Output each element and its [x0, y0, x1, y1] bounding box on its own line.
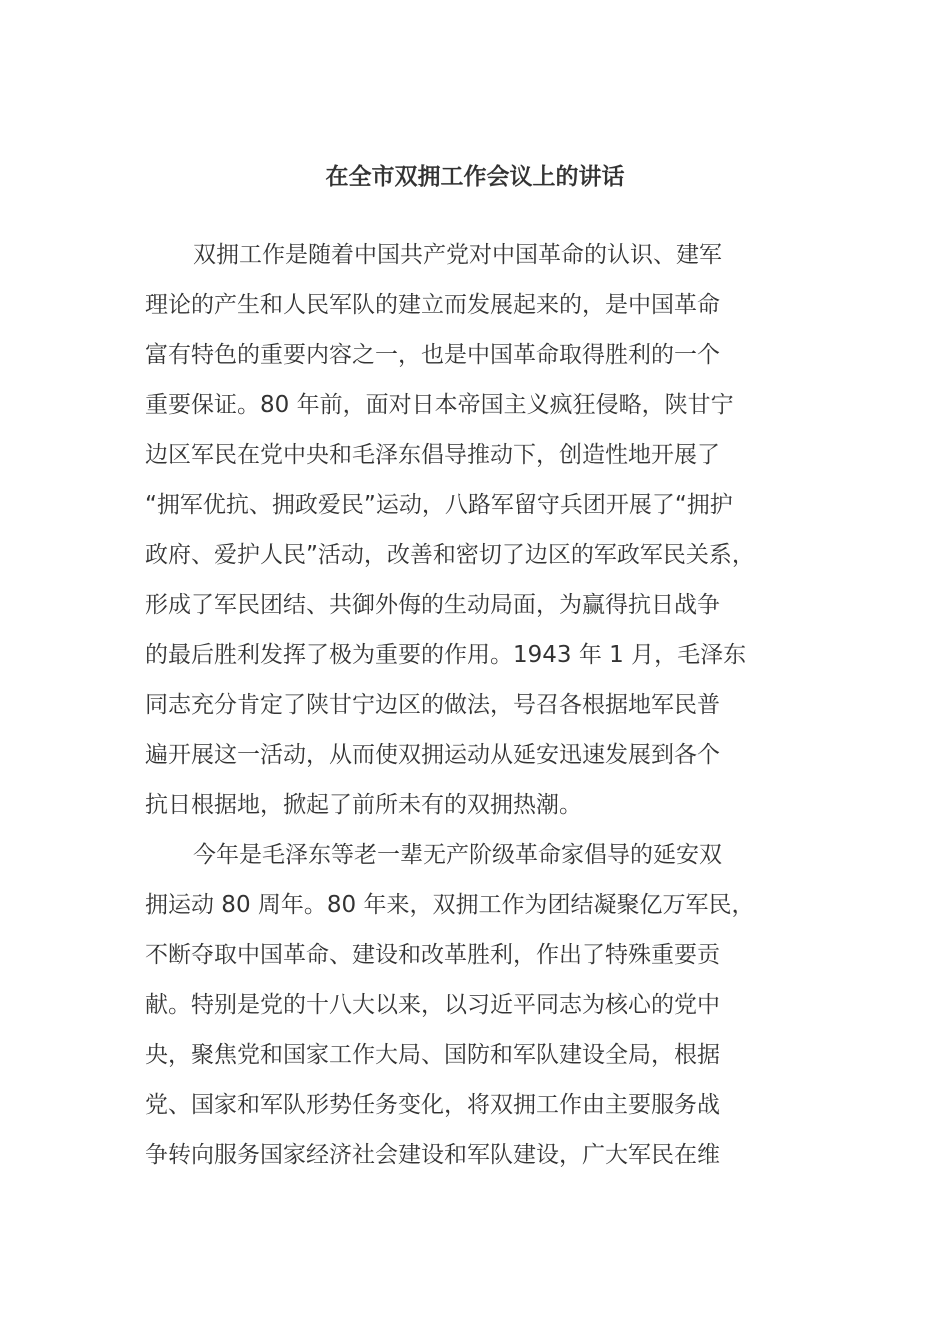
document-title: 在全市双拥工作会议上的讲话 [325, 164, 625, 190]
text-line: 的最后胜利发挥了极为重要的作用。1943 年 1 月，毛泽东 [145, 642, 747, 668]
text-line: “拥军优抗、拥政爱民”运动，八路军留守兵团开展了“拥护 [145, 492, 733, 518]
paragraph-1 [145, 230, 810, 830]
text-line: 政府、爱护人民”活动，改善和密切了边区的军政军民关系， [145, 542, 755, 568]
text-line: 理论的产生和人民军队的建立而发展起来的，是中国革命 [145, 292, 720, 318]
text-line: 党、国家和军队形势任务变化，将双拥工作由主要服务战 [145, 1092, 720, 1118]
text-line: 抗日根据地，掀起了前所未有的双拥热潮。 [145, 792, 582, 818]
text-line: 形成了军民团结、共御外侮的生动局面，为赢得抗日战争 [145, 592, 720, 618]
text-line: 同志充分肯定了陕甘宁边区的做法，号召各根据地军民普 [145, 692, 720, 718]
text-line: 不断夺取中国革命、建设和改革胜利，作出了特殊重要贡 [145, 942, 720, 968]
text-line: 央，聚焦党和国家工作大局、国防和军队建设全局，根据 [145, 1042, 720, 1068]
text-line: 富有特色的重要内容之一，也是中国革命取得胜利的一个 [145, 342, 720, 368]
text-line: 遍开展这一活动，从而使双拥运动从延安迅速发展到各个 [145, 742, 720, 768]
text-line: 今年是毛泽东等老一辈无产阶级革命家倡导的延安双 [193, 842, 722, 868]
text-line: 重要保证。80 年前，面对日本帝国主义疯狂侵略，陕甘宁 [145, 392, 734, 418]
text-line: 拥运动 80 周年。80 年来，双拥工作为团结凝聚亿万军民， [145, 892, 755, 918]
text-line: 献。特别是党的十八大以来，以习近平同志为核心的党中 [145, 992, 720, 1018]
paragraph-2 [145, 830, 810, 1180]
text-line: 边区军民在党中央和毛泽东倡导推动下，创造性地开展了 [145, 442, 720, 468]
document-body [145, 230, 810, 1180]
text-line: 双拥工作是随着中国共产党对中国革命的认识、建军 [193, 242, 722, 268]
text-line: 争转向服务国家经济社会建设和军队建设，广大军民在维 [145, 1142, 720, 1168]
